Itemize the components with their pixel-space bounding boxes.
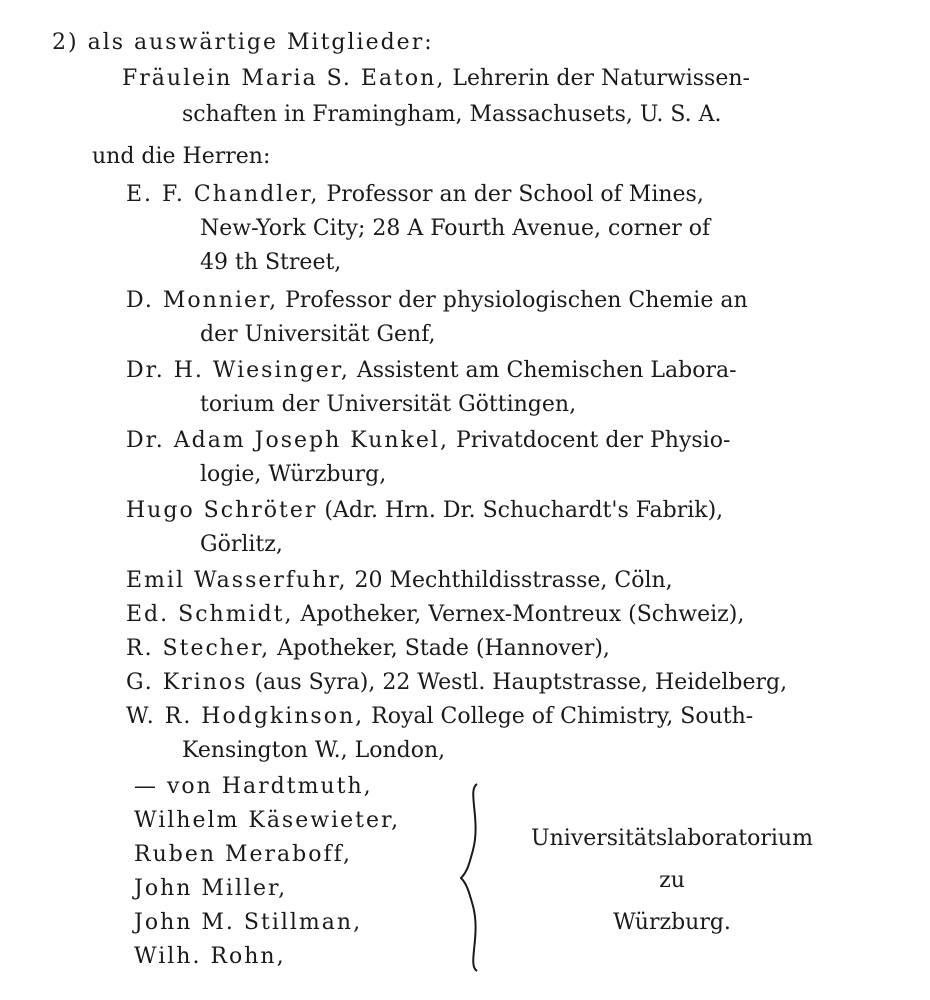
member-description: Professor der physiologischen Chemie an — [285, 288, 748, 313]
entry-schroeter-cont: Görlitz, — [200, 532, 283, 557]
entry-stecher — [126, 634, 610, 664]
entry-kunkel — [126, 426, 730, 456]
member-name: Emil Wasserfuhr, — [126, 568, 348, 593]
entry-wiesinger — [126, 356, 737, 386]
group-member: Ruben Meraboff, — [134, 842, 352, 867]
member-description: (Adr. Hrn. Dr. Schuchardt's Fabrik), — [324, 498, 724, 523]
institution-block — [522, 818, 822, 944]
group-member: John M. Stillman, — [134, 910, 363, 935]
member-name: Dr. Adam Joseph Kunkel, — [126, 428, 449, 453]
section-heading — [52, 28, 434, 58]
entry-eaton — [122, 64, 750, 94]
entry-hodgkinson-cont: Kensington W., London, — [182, 738, 446, 763]
member-description: (aus Syra), 22 Westl. Hauptstrasse, Heidelberg, — [254, 670, 788, 695]
group-member: — von Hardtmuth, — [134, 774, 373, 799]
curly-brace-icon — [455, 780, 495, 975]
member-description: Professor an der School of Mines, — [326, 182, 704, 207]
entry-schroeter — [126, 496, 723, 526]
section-heading-text: 2) als auswärtige Mitglieder: — [52, 30, 434, 55]
member-description: Royal College of Chimistry, South- — [371, 704, 754, 729]
entry-krinos — [126, 668, 787, 698]
entry-chandler — [126, 180, 704, 210]
member-name: W. R. Hodgkinson, — [126, 704, 365, 729]
member-name: Ed. Schmidt, — [126, 602, 294, 627]
member-name: Dr. H. Wiesinger, — [126, 358, 350, 383]
group-member: John Miller, — [134, 876, 288, 901]
member-description: 20 Mechthildisstrasse, Cöln, — [354, 568, 673, 593]
institution-line: Würzburg. — [613, 910, 731, 935]
group-member: Wilh. Rohn, — [134, 944, 286, 969]
entry-schmidt — [126, 600, 744, 630]
entry-wiesinger-cont: torium der Universität Göttingen, — [200, 392, 577, 417]
herren-intro: und die Herren: — [92, 144, 271, 169]
member-name: Hugo Schröter — [126, 498, 318, 523]
member-name: Fräulein Maria S. Eaton, — [122, 66, 446, 91]
entry-chandler-cont: 49 th Street, — [200, 250, 342, 275]
member-description: Privatdocent der Physio- — [455, 428, 731, 453]
entry-kunkel-cont: logie, Würzburg, — [200, 462, 387, 487]
member-name: E. F. Chandler, — [126, 182, 320, 207]
entry-chandler-cont: New-York City; 28 A Fourth Avenue, corner of — [200, 216, 711, 241]
member-name: R. Stecher, — [126, 636, 271, 661]
member-description: Apotheker, Vernex-Montreux (Schweiz), — [300, 602, 745, 627]
member-name: G. Krinos — [126, 670, 248, 695]
member-name: D. Monnier, — [126, 288, 279, 313]
member-description: Apotheker, Stade (Hannover), — [277, 636, 610, 661]
entry-monnier — [126, 286, 748, 316]
group-member: Wilhelm Käsewieter, — [134, 808, 401, 833]
entry-wasserfuhr — [126, 566, 673, 596]
entry-hodgkinson — [126, 702, 753, 732]
entry-eaton-cont: schaften in Framingham, Massachusets, U. S. A. — [182, 102, 722, 127]
institution-line: Universitätslaboratorium — [531, 826, 813, 851]
member-description: Lehrerin der Naturwissen- — [452, 66, 750, 91]
entry-monnier-cont: der Universität Genf, — [200, 322, 436, 347]
member-description: Assistent am Chemischen Labora- — [356, 358, 737, 383]
institution-line: zu — [659, 868, 685, 893]
